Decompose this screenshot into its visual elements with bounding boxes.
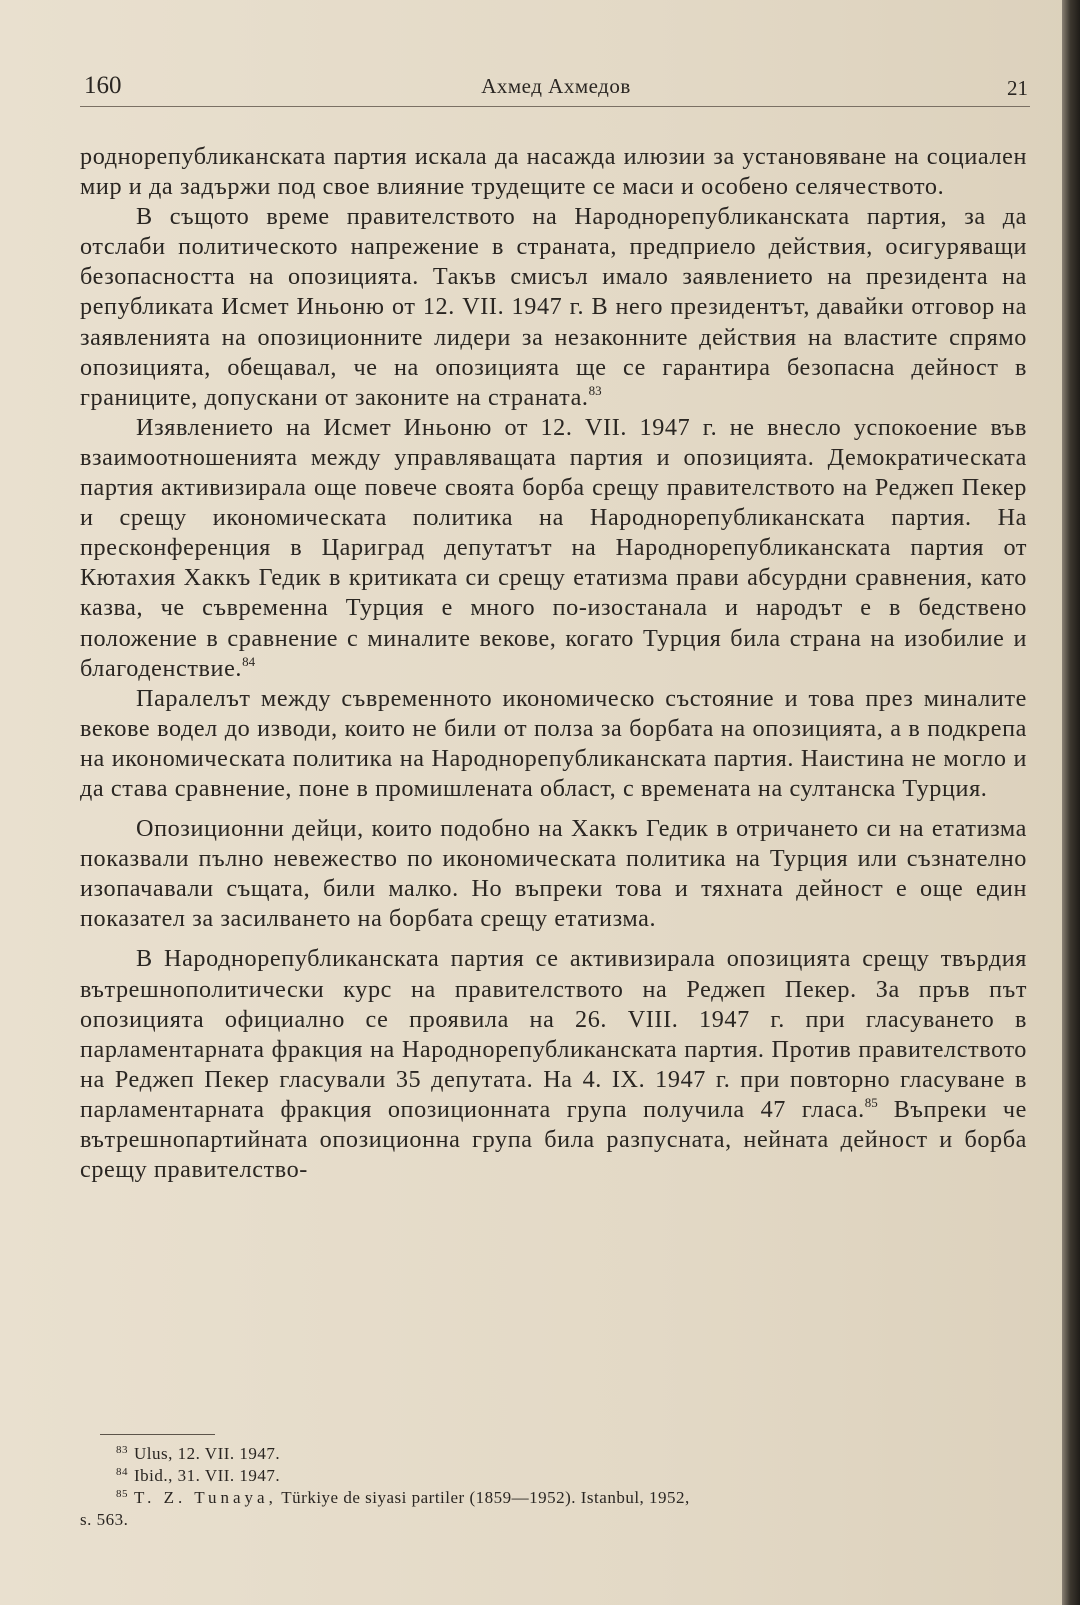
footnote <box>100 1443 1010 1465</box>
signature-mark: 21 <box>1007 76 1028 100</box>
footnote-author: T. Z. Tunaya, <box>134 1488 277 1507</box>
paragraph-text-continued: Въпреки че вътрешнопартийната опозиционна група била разпусната, нейната дейност и борба срещу правителство- <box>80 1095 1027 1184</box>
paragraph-text: В Народнорепубликанската партия се активизирала опозицията срещу твърдия вътрешнополитически курс на правителството на Реджеп Пекер. За пръв път опозицията официално се проявила на 26. VIII. 1947 г. при гласуването в парламентарната фракция на Народнорепубликанската партия. Против правителството на Реджеп Пекер гласували 35 депутата. На 4. IX. 1947 г. при повторно гласуване в парламентарната фракция опозиционната група получила 47 гласа. <box>80 945 1027 1123</box>
footnote-text: Ibid., 31. VII. 1947. <box>134 1466 281 1485</box>
header-rule <box>80 106 1030 107</box>
paragraph-text: Паралелът между съвременното икономическо състояние и това през миналите векове водел до изводи, които не били от полза за борбата на опозицията, а в подкрепа на икономическата политика на Народнорепубликанската партия. Наистина не могло и да става сравнение, поне в промишлената област, с времената на султанска Турция. <box>80 684 1027 802</box>
paragraph-text: Опозиционни дейци, които подобно на Хаккъ Гедик в отричането си на етатизма показвали пълно невежество по икономическата политика на Турция или съзнателно изопачавали същата, били малко. Но въпреки това и тяхната дейност е още един показател за засилването на борбата срещу етатизма. <box>80 815 1027 933</box>
footnote-continuation: s. 563. <box>80 1510 129 1529</box>
running-title: Ахмед Ахмедов <box>481 74 631 98</box>
paragraph <box>80 413 1027 684</box>
footnote-text: Türkiye de siyasi partiler (1859—1952). Istanbul, 1952, <box>281 1488 690 1507</box>
body-text <box>80 142 1027 1185</box>
paragraph <box>80 944 1027 1185</box>
paragraph-text: Изявлението на Исмет Иньоню от 12. VII. 1947 г. не внесло успокоение във взаимоотношенията между управляващата партия и опозицията. Демократическата партия активизирала още повече своята борба срещу правителството на Реджеп Пекер и срещу икономическата политика на Народнорепубликанската партия. На пресконференция в Цариград депутатът на Народнорепубликанската партия от Кютахия Хаккъ Гедик в критиката си срещу етатизма прави абсурдни сравнения, като казва, че съвременна Турция е много по-изостанала и народът е в бедствено положение в сравнение с миналите векове, когато Турция била страна на изобилие и благоденствие. <box>80 413 1027 682</box>
paragraph <box>80 142 1027 202</box>
footnote-ref[interactable]: 85 <box>864 1094 878 1110</box>
footnote-ref[interactable]: 84 <box>242 653 256 669</box>
footnote <box>100 1487 1010 1509</box>
paragraph <box>80 202 1027 413</box>
paragraph-text: В същото време правителството на Народнорепубликанската партия, за да отслаби политическото напрежение в страната, предприело действия, осигуряващи безопасността на опозицията. Такъв смисъл имало заявлението на президента на републиката Исмет Иньоню от 12. VII. 1947 г. В него президентът, давайки отговор на заявленията на опозиционните лидери за незаконните действия на властите спрямо опозицията, обещавал, че на опозицията ще се гарантира безопасна дейност в границите, допускани от законите на страната. <box>80 203 1027 411</box>
footnote-text: Ulus, 12. VII. 1947. <box>134 1444 281 1463</box>
footnote <box>100 1465 1010 1487</box>
footnote-rule <box>100 1434 215 1435</box>
paragraph-text: роднорепубликанската партия искала да насажда илюзии за установяване на социален мир и да задържи под свое влияние трудещите се маси и особено селячеството. <box>80 143 1027 201</box>
footnote-marker: 85 <box>116 1488 128 1500</box>
footnote-ref[interactable]: 83 <box>588 382 602 398</box>
footnote-marker: 83 <box>116 1444 128 1456</box>
page-number: 160 <box>84 72 122 99</box>
paragraph <box>80 814 1027 934</box>
footnote-marker: 84 <box>116 1466 128 1478</box>
page-header <box>84 72 1028 106</box>
book-spine-shadow <box>1062 0 1080 1605</box>
paragraph <box>80 684 1027 804</box>
footnotes <box>80 1443 1010 1531</box>
